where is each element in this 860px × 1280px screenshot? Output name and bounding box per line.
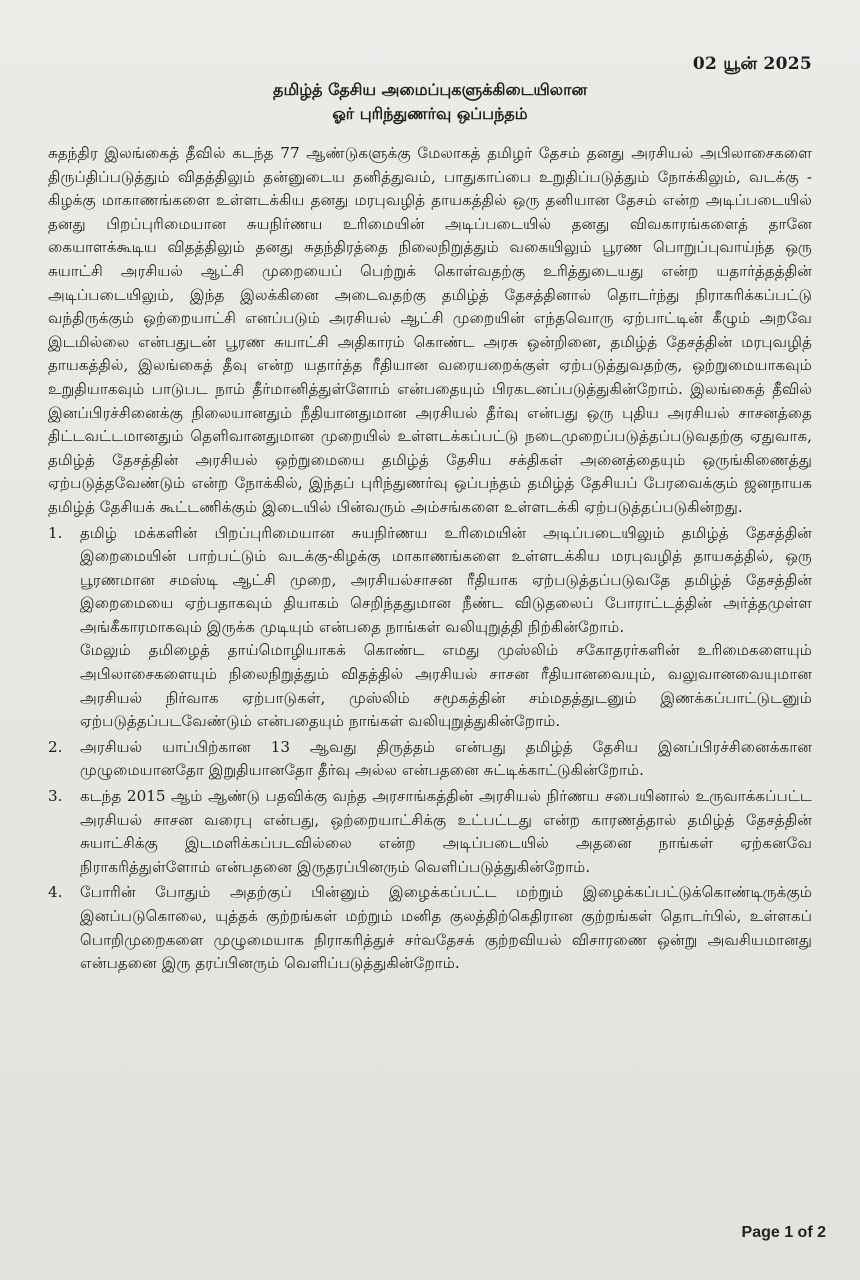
list-item-2	[48, 736, 812, 783]
title-line-1: தமிழ்த் தேசிய அமைப்புகளுக்கிடையிலான	[273, 80, 587, 99]
item-paragraph: தமிழ் மக்களின் பிறப்புரிமையான சுயநிர்ணய உரிமையின் அடிப்படையிலும் தமிழ்த் தேசத்தின் இறைமையின் பாற்பட்டும் வடக்கு-கிழக்கு மாகாணங்களை உள்ளடக்கிய மரபுவழித் தாயகத்தில், ஒரு பூரணமான சமஸ்டி ஆட்சி முறை, அரசியல்சாசன ரீதியாக ஏற்படுத்தப்படுவதே தமிழ்த் தேசத்தின் இறைமையை ஏற்பதாகவும் தியாகம் செறிந்ததுமான நீண்ட விடுதலைப் போராட்டத்தின் அர்த்தமுள்ள அங்கீகாரமாகவும் இருக்க முடியும் என்பதை நாங்கள் வலியுறுத்தி நிற்கின்றோம்.	[80, 523, 812, 636]
list-item-4	[48, 881, 812, 975]
page-number: Page 1 of 2	[741, 1224, 826, 1241]
item-number: 4.	[48, 883, 63, 902]
item-number: 2.	[48, 737, 63, 756]
item-paragraph: மேலும் தமிழைத் தாய்மொழியாகக் கொண்ட எமது முஸ்லிம் சகோதரர்களின் உரிமைகளையும் அபிலாசைகளையும் நிலைநிறுத்தும் விதத்தில் அரசியல் சாசன ரீதியானவையும், வலுவானவையுமான அரசியல் நிர்வாக ஏற்பாடுகள், முஸ்லிம் சமூகத்தின் சம்மதத்துடனும் இணக்கப்பாட்டுடனும் ஏற்படுத்தப்படவேண்டும் என்பதையும் நாங்கள் வலியுறுத்துகின்றோம்.	[80, 641, 812, 731]
document-date: 02 யூன் 2025	[692, 54, 812, 74]
item-paragraph: போரின் போதும் அதற்குப் பின்னும் இழைக்கப்பட்ட மற்றும் இழைக்கப்பட்டுக்கொண்டிருக்கும் இனப்படுகொலை, யுத்தக் குற்றங்கள் மற்றும் மனித குலத்திற்கெதிரான குற்றங்கள் தொடர்பில், உள்ளகப் பொறிமுறைகளை முழுமையாக நிராகரித்துச் சர்வதேசக் குற்றவியல் விசாரணை ஒன்று அவசியமானது என்பதனை இரு தரப்பினரும் வெளிப்படுத்துகின்றோம்.	[80, 883, 812, 973]
item-number: 1.	[48, 523, 63, 542]
list-item-1	[48, 522, 812, 734]
intro-paragraph: சுதந்திர இலங்கைத் தீவில் கடந்த 77 ஆண்டுகளுக்கு மேலாகத் தமிழர் தேசம் தனது அரசியல் அபிலாசைகளை திருப்திப்படுத்தும் விதத்திலும் தன்னுடைய தனித்துவம், பாதுகாப்பை உறுதிப்படுத்தும் நோக்கிலும், வடக்கு - கிழக்கு மாகாணங்களை உள்ளடக்கிய தனது மரபுவழித் தாயகத்தில் ஒரு தனியான தேசம் என்ற அடிப்படையில் தனது பிறப்புரிமையான சுயநிர்ணய உரிமையின் அடிப்படையில் தனது விவகாரங்களைத் தானே கையாளக்கூடிய விதத்திலும் தனது சுதந்திரத்தை நிலைநிறுத்தும் வகையிலும் பூரண பொறுப்புவாய்ந்த ஒரு சுயாட்சி அரசியல் ஆட்சி முறையைப் பெற்றுக் கொள்வதற்கு உரித்துடையது என்ற யதார்த்தத்தின் அடிப்படையிலும், இந்த இலக்கினை அடைவதற்கு தமிழ்த் தேசத்தினால் தொடர்ந்து நிராகரிக்கப்பட்டு வந்திருக்கும் ஒற்றையாட்சி எனப்படும் அரசியல் ஆட்சி முறையின் எந்தவொரு ஏற்பாட்டின் கீழும் அறவே இடமில்லை என்பதுடன் பூரண சுயாட்சி அதிகாரம் கொண்ட அரசு ஒன்றினை, தமிழ்த் தேசத்தின் மரபுவழித் தாயகத்தில், இலங்கைத் தீவு என்ற யதார்த்த ரீதியான வரையறைக்குள் ஏற்படுத்துவதற்கு, ஒற்றுமையாகவும் உறுதியாகவும் பாடுபட நாம் தீர்மானித்துள்ளோம் என்பதையும் பிரகடனப்படுத்துகின்றோம். இலங்கைத் தீவில் இனப்பிரச்சினைக்கு நிலையானதும் நீதியானதுமான அரசியல் தீர்வு என்பது ஒரு புதிய அரசியல் சாசனத்தை திட்டவட்டமானதும் தெளிவானதுமான முறையில் உள்ளடக்கப்பட்டு நடைமுறைப்படுத்தப்படுவதற்கு ஏதுவாக, தமிழ்த் தேசத்தின் அரசியல் ஒற்றுமையை தமிழ்த் தேசிய சக்திகள் அனைத்தையும் ஒருங்கிணைத்து ஏற்படுத்தவேண்டும் என்ற நோக்கில், இந்தப் புரிந்துணர்வு ஒப்பந்தம் தமிழ்த் தேசியப் பேரவைக்கும் ஜனநாயக தமிழ்த் தேசியக் கூட்டணிக்கும் இடையில் பின்வரும் அம்சங்களை உள்ளடக்கி ஏற்படுத்தப்படுகின்றது.	[48, 144, 812, 516]
document-body	[48, 142, 812, 976]
item-paragraph: கடந்த 2015 ஆம் ஆண்டு பதவிக்கு வந்த அரசாங்கத்தின் அரசியல் நிர்ணய சபையினால் உருவாக்கப்பட்ட அரசியல் சாசன வரைபு என்பது, ஒற்றையாட்சிக்கு உட்பட்டது என்ற காரணத்தால் தமிழ்த் தேசத்தின் சுயாட்சிக்கு இடமளிக்கப்படவில்லை என்ற அடிப்படையில் அதனை நாங்கள் ஏற்கனவே நிராகரித்துள்ளோம் என்பதனை இருதரப்பினரும் வெளிப்படுத்துகின்றோம்.	[80, 787, 812, 876]
list-item-3	[48, 785, 812, 879]
title-line-2: ஓர் புரிந்துணர்வு ஒப்பந்தம்	[332, 104, 528, 123]
item-paragraph: அரசியல் யாப்பிற்கான 13 ஆவது திருத்தம் என்பது தமிழ்த் தேசிய இனப்பிரச்சினைக்கான முழுமையானதோ இறுதியானதோ தீர்வு அல்ல என்பதனை சுட்டிக்காட்டுகின்றோம்.	[80, 737, 812, 780]
document-title	[0, 78, 860, 126]
numbered-list	[48, 522, 812, 976]
item-number: 3.	[48, 787, 63, 806]
